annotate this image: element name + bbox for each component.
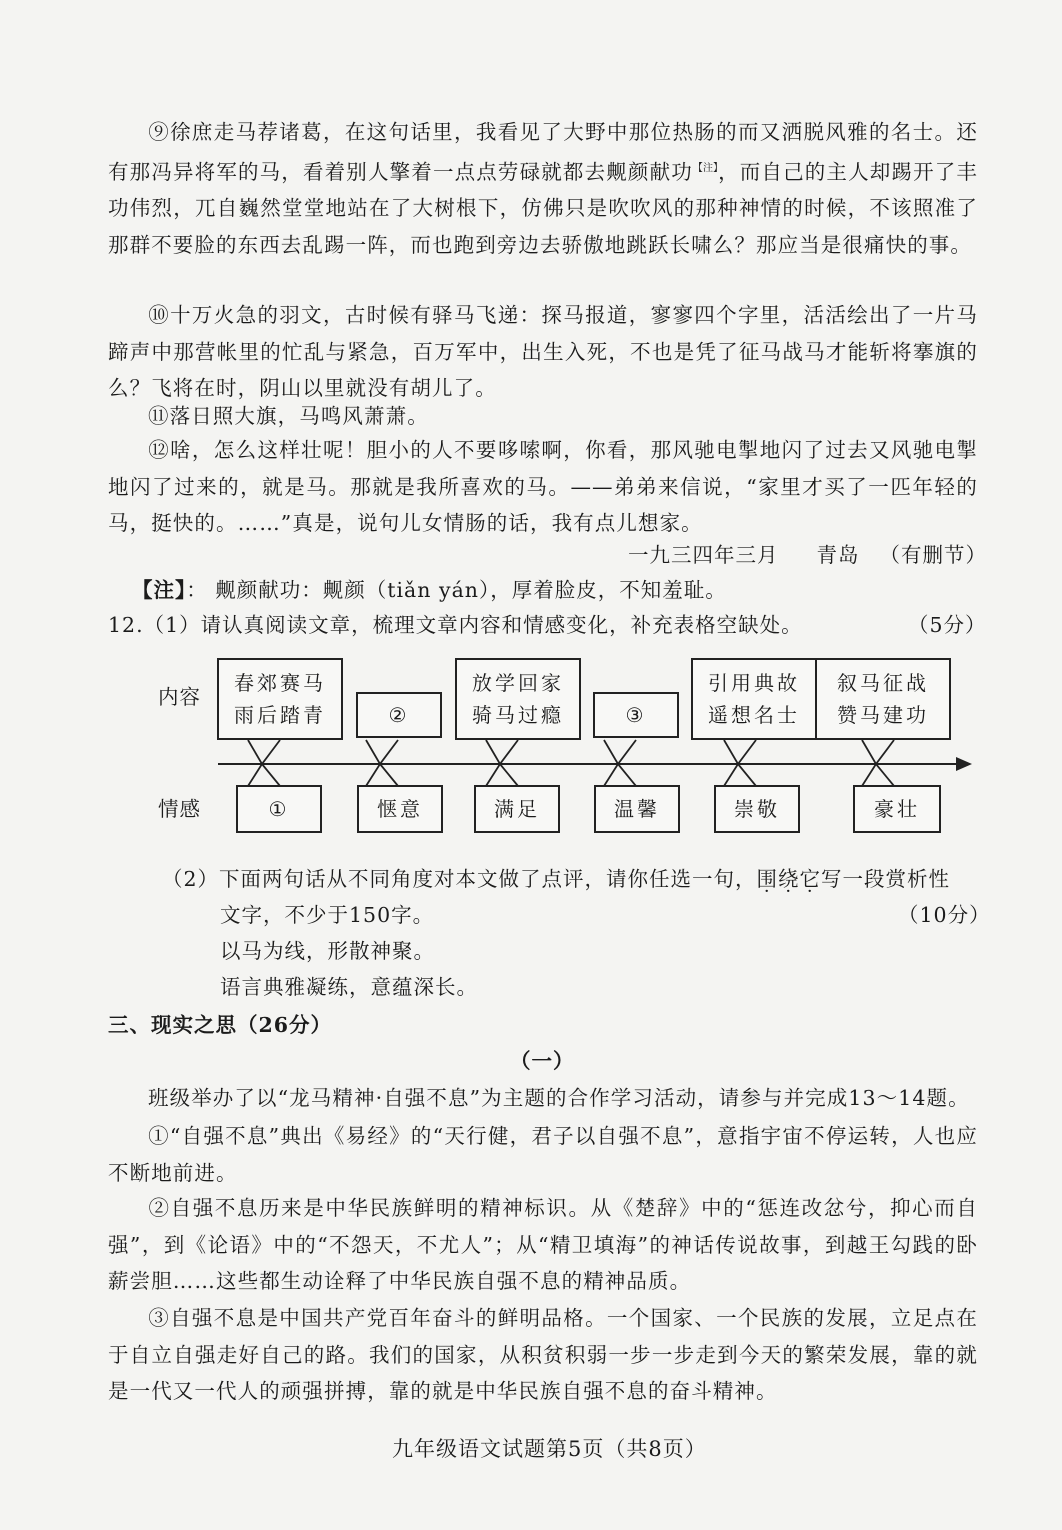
material-1-text: ①“自强不息”典出《易经》的“天行健，君子以自强不息”，意指宇宙不停运转，人也应不断地前进。 bbox=[108, 1124, 978, 1185]
emotion-1: ① bbox=[268, 797, 290, 821]
question-12-2-part1: （2）下面两句话从不同角度对本文做了点评，请你任选一句， bbox=[162, 867, 757, 891]
emotion-2: 惬意 bbox=[377, 797, 423, 821]
connector-top-4 bbox=[604, 740, 636, 764]
emotion-box-1-blank[interactable] bbox=[236, 785, 322, 833]
connector-top-1 bbox=[248, 740, 280, 764]
content-box-1-line2: 雨后踏青 bbox=[234, 703, 326, 727]
emphasis-text bbox=[757, 867, 822, 891]
date: 一九三四年三月 bbox=[628, 543, 779, 567]
footnote bbox=[132, 575, 727, 605]
emphasis-char: 绕 bbox=[778, 867, 800, 891]
row-label-emotion: 情感 bbox=[158, 797, 201, 821]
connector-bottom-2 bbox=[366, 764, 398, 786]
paragraph-11-text: ⑪落日照大旗，马鸣风萧萧。 bbox=[148, 404, 429, 428]
footnote-label: 【注】 bbox=[132, 578, 187, 602]
paragraph-12-text: ⑫啥，怎么这样壮呢！胆小的人不要哆嗦啊，你看，那风驰电掣地闪了过去又风驰电掣地闪了过来的，就是马。那就是我所喜欢的马。——弟弟来信说，“家里才买了一匹年轻的马，挺快的。……”真是，说句儿女情肠的话，我有点儿想家。 bbox=[108, 438, 978, 536]
emotion-box-5 bbox=[714, 785, 800, 833]
paragraph-12 bbox=[108, 432, 978, 542]
emotion-box-2 bbox=[357, 785, 443, 833]
material-2-text: ②自强不息历来是中华民族鲜明的精神标识。从《楚辞》中的“惩连改忿兮，抑心而自强”，到《论语》中的“不怨天，不尤人”；从“精卫填海”的神话传说故事，到越王勾践的卧薪尝胆……这些都生动诠释了中华民族自强不息的精神品质。 bbox=[108, 1196, 978, 1294]
content-box-5-line1: 引用典故 bbox=[708, 671, 800, 695]
content-box-1 bbox=[217, 658, 343, 740]
content-box-4-blank[interactable] bbox=[593, 692, 679, 738]
content-box-3-line2: 骑马过瘾 bbox=[472, 703, 564, 727]
question-12-2-part2: 写一段赏析性 bbox=[821, 867, 951, 891]
paragraph-9 bbox=[108, 114, 978, 263]
emotion-box-3 bbox=[474, 785, 560, 833]
material-3 bbox=[108, 1300, 978, 1410]
content-box-5-line2: 遥想名士 bbox=[708, 703, 800, 727]
connector-bottom-3 bbox=[486, 764, 518, 786]
connector-bottom-1 bbox=[248, 764, 280, 786]
emphasis-char: 它 bbox=[799, 867, 822, 891]
footnote-text: ： 觍颜献功：觍颜（tiǎn yán），厚着脸皮，不知羞耻。 bbox=[186, 578, 727, 602]
content-box-4-label: ③ bbox=[625, 703, 647, 727]
material-2 bbox=[108, 1190, 978, 1300]
material-1 bbox=[108, 1118, 978, 1191]
connector-top-6 bbox=[862, 740, 894, 764]
content-box-2-label: ② bbox=[388, 703, 410, 727]
emotion-5: 崇敬 bbox=[734, 797, 780, 821]
question-12-2-line2: 文字，不少于150字。 bbox=[220, 903, 435, 927]
connector-bottom-4 bbox=[604, 764, 636, 786]
content-box-3-line1: 放学回家 bbox=[472, 671, 564, 695]
paragraph-9-rest: ，而自己的主人却踢开了丰功伟烈，兀自巍然堂堂地站在了大树根下，仿佛只是吹吹风的那种神情的时候，不该照准了那群不要脸的东西去乱踢一阵，而也跑到旁边去骄傲地跳跃长啸么？那应当是很痛快的事。 bbox=[108, 159, 979, 257]
connector-bottom-5 bbox=[724, 764, 756, 786]
emphasis-char: 围 bbox=[756, 867, 779, 891]
question-12-1-score: （5分） bbox=[908, 613, 987, 637]
section-3-subheading: （一） bbox=[510, 1049, 575, 1073]
emotion-box-4 bbox=[594, 785, 680, 833]
question-12-2 bbox=[162, 864, 950, 894]
emotion-box-6 bbox=[853, 785, 941, 833]
content-box-2-blank[interactable] bbox=[356, 692, 442, 738]
paragraph-11 bbox=[108, 398, 978, 435]
connector-top-5 bbox=[724, 740, 756, 764]
section-3-intro bbox=[108, 1080, 978, 1117]
emotion-6: 豪壮 bbox=[874, 797, 920, 821]
content-box-5 bbox=[691, 658, 817, 740]
row-label-content: 内容 bbox=[158, 685, 201, 709]
material-3-text: ③自强不息是中国共产党百年奋斗的鲜明品格。一个国家、一个民族的发展，立足点在于自立自强走好自己的路。我们的国家，从积贫积弱一步一步走到今天的繁荣发展，靠的就是一代又一代人的顽强拼搏，靠的就是中华民族自强不息的奋斗精神。 bbox=[108, 1306, 978, 1404]
paragraph-9-text: ⑨徐庶走马荐诸葛，在这句话里，我看见了大野中那位热肠的而又洒脱风雅的名士。还有那冯异将军的马，看着别人擎着一点点劳碌就都去觍颜献功 bbox=[108, 120, 978, 184]
arrowhead-icon bbox=[956, 757, 972, 771]
page-footer: 九年级语文试题第5页（共8页） bbox=[392, 1437, 707, 1461]
comment-sentence-2: 语言典雅凝练，意蕴深长。 bbox=[220, 975, 478, 999]
content-box-1-line1: 春郊赛马 bbox=[234, 671, 326, 695]
emotion-4: 温馨 bbox=[614, 797, 660, 821]
question-12-1: 12.（1）请认真阅读文章，梳理文章内容和情感变化，补充表格空缺处。 bbox=[108, 613, 803, 637]
note-marker: 【注】 bbox=[692, 162, 719, 174]
question-12-2-emphasis bbox=[757, 867, 822, 891]
abridged-note: （有删节） bbox=[879, 543, 987, 567]
content-box-6-line2: 赞马建功 bbox=[837, 703, 929, 727]
date-line bbox=[628, 540, 987, 570]
paragraph-10-text: ⑩十万火急的羽文，古时候有驿马飞递：探马报道，寥寥四个字里，活活绘出了一片马蹄声中那营帐里的忙乱与紧急，百万军中，出生入死，不也是凭了征马战马才能斩将搴旗的么？飞将在时，阴山以里就没有胡儿了。 bbox=[108, 303, 978, 401]
content-box-3 bbox=[455, 658, 581, 740]
emotion-3: 满足 bbox=[494, 797, 540, 821]
comment-sentence-1: 以马为线，形散神聚。 bbox=[220, 939, 435, 963]
question-12-2-score: （10分） bbox=[898, 903, 991, 927]
connector-bottom-6 bbox=[862, 764, 894, 786]
content-box-6-line1: 叙马征战 bbox=[837, 671, 929, 695]
section-3-intro-text: 班级举办了以“龙马精神·自强不息”为主题的合作学习活动，请参与并完成13～14题。 bbox=[148, 1086, 970, 1110]
connector-top-2 bbox=[366, 740, 398, 764]
content-box-6 bbox=[815, 658, 951, 740]
section-3-heading: 三、现实之思（26分） bbox=[108, 1013, 333, 1037]
place: 青岛 bbox=[816, 543, 860, 567]
connector-top-3 bbox=[486, 740, 518, 764]
paragraph-10 bbox=[108, 297, 978, 407]
